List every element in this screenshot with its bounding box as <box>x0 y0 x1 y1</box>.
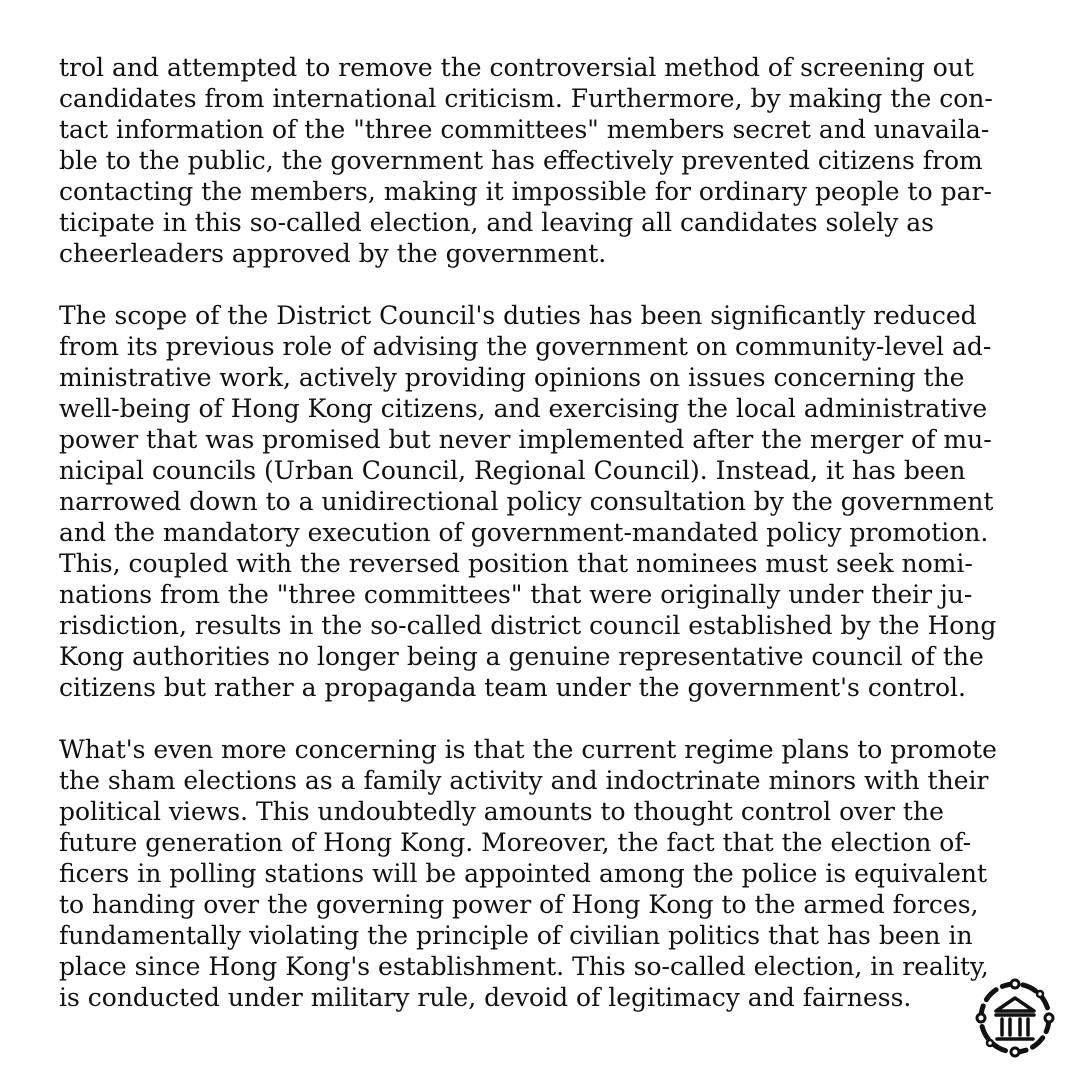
text-line: place since Hong Kong's establishment. This so-called election, in reality, <box>59 952 989 981</box>
paragraph-spacer <box>59 269 1029 300</box>
text-line: trol and attempted to remove the controversial method of screening out <box>59 53 974 82</box>
text-line: and the mandatory execution of government-mandated policy promotion. <box>59 518 989 547</box>
text-line: citizens but rather a propaganda team under the government's control. <box>59 673 966 702</box>
text-line: The scope of the District Council's duties has been significantly reduced <box>59 301 977 330</box>
text-line: What's even more concerning is that the current regime plans to promote <box>59 735 997 764</box>
text-line: political views. This undoubtedly amounts to thought control over the <box>59 797 944 826</box>
text-line: contacting the members, making it impossible for ordinary people to par- <box>59 177 992 206</box>
text-line: the sham elections as a family activity and indoctrinate minors with their <box>59 766 989 795</box>
text-line: ficers in polling stations will be appointed among the police is equivalent <box>59 859 988 888</box>
text-line: fundamentally violating the principle of civilian politics that has been in <box>59 921 973 950</box>
paragraph-3 <box>59 734 1029 1013</box>
text-line: candidates from international criticism. Furthermore, by making the con- <box>59 84 993 113</box>
paragraph-2 <box>59 300 1029 703</box>
text-line: ministrative work, actively providing opinions on issues concerning the <box>59 363 965 392</box>
text-line: ble to the public, the government has effectively prevented citizens from <box>59 146 983 175</box>
text-line: nicipal councils (Urban Council, Regional Council). Instead, it has been <box>59 456 966 485</box>
text-line: well-being of Hong Kong citizens, and exercising the local administrative <box>59 394 988 423</box>
text-line: future generation of Hong Kong. Moreover, the fact that the election of- <box>59 828 972 857</box>
text-line: This, coupled with the reversed position that nominees must seek nomi- <box>59 549 973 578</box>
text-line: is conducted under military rule, devoid of legitimacy and fairness. <box>59 983 912 1012</box>
text-line: ticipate in this so-called election, and leaving all candidates solely as <box>59 208 935 237</box>
paragraph-spacer <box>59 703 1029 734</box>
text-line: cheerleaders approved by the government. <box>59 239 607 268</box>
text-line: Kong authorities no longer being a genuine representative council of the <box>59 642 984 671</box>
logo <box>970 968 1060 1064</box>
paragraph-1 <box>59 52 1029 269</box>
text-line: from its previous role of advising the government on community-level ad- <box>59 332 992 361</box>
text-line: to handing over the governing power of Hong Kong to the armed forces, <box>59 890 979 919</box>
text-line: tact information of the "three committees" members secret and unavaila- <box>59 115 990 144</box>
text-line: risdiction, results in the so-called district council established by the Hong <box>59 611 997 640</box>
building-pillars-icon <box>977 980 1053 1056</box>
text-line: power that was promised but never implemented after the merger of mu- <box>59 425 992 454</box>
document-body <box>59 52 1029 1013</box>
text-line: narrowed down to a unidirectional policy consultation by the government <box>59 487 994 516</box>
text-line: nations from the "three committees" that were originally under their ju- <box>59 580 973 609</box>
